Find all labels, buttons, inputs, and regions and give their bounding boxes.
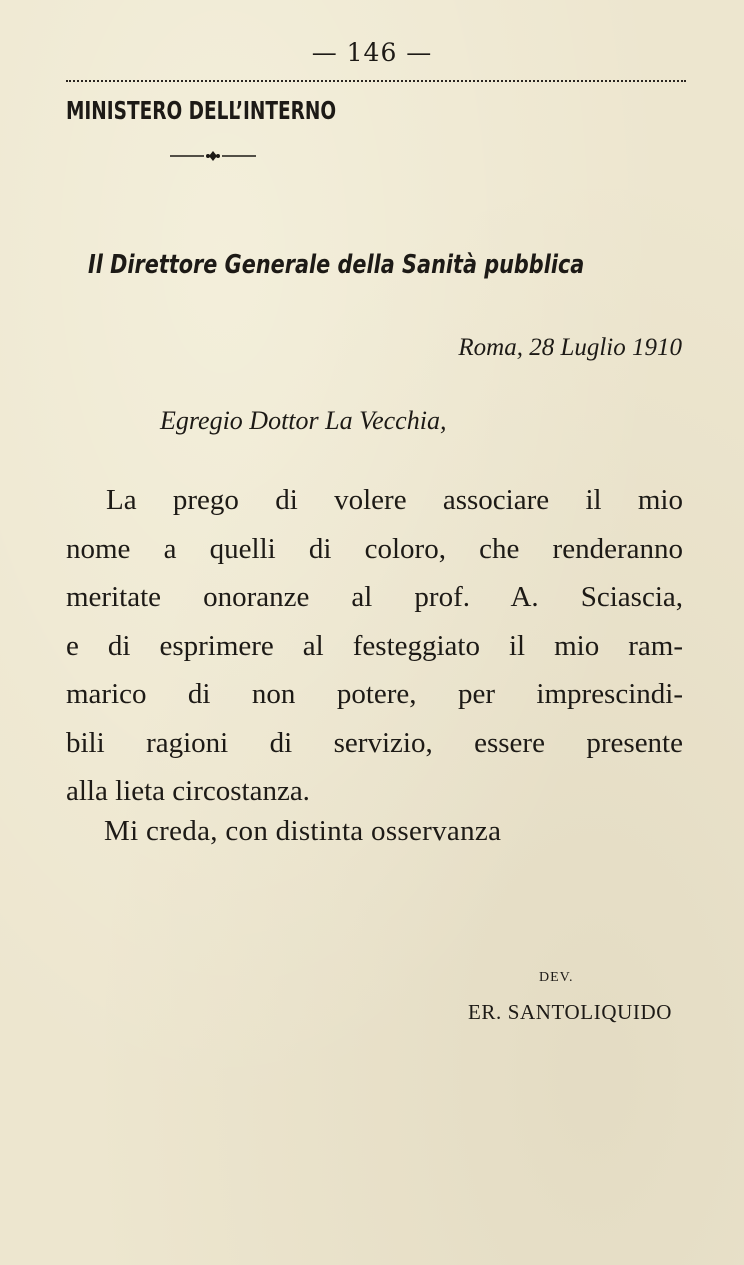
ornamental-rule-icon [168,146,258,166]
salutation: Egregio Dottor La Vecchia, [160,406,447,435]
body-line: alla lieta circostanza. [66,775,310,807]
page-number: — 146 — [311,38,433,67]
body-line: meritate onoranze al prof. A. Sciascia, [66,581,683,613]
closing-line: Mi creda, con distinta osservanza [104,815,502,847]
body-line: e di esprimere al festeggiato il mio ram- [66,629,683,662]
body-line: marico di non potere, per imprescindi- [66,678,683,710]
body-line: bili ragioni di servizio, essere presente [66,726,683,759]
dotted-divider [66,80,686,82]
dev-abbreviation: DEV. [539,970,574,985]
letter-date: Roma, 28 Luglio 1910 [458,334,682,361]
ministry-heading: MINISTERO DELL’INTERNO [66,96,337,125]
sender-title: Il Direttore Generale della Sanità pubblica [88,250,585,280]
body-line: La prego di volere associare il mio [106,484,683,516]
signature: ER. SANTOLIQUIDO [467,1000,672,1024]
letter-body [66,476,683,816]
body-line: nome a quelli di coloro, che renderanno [66,532,683,565]
